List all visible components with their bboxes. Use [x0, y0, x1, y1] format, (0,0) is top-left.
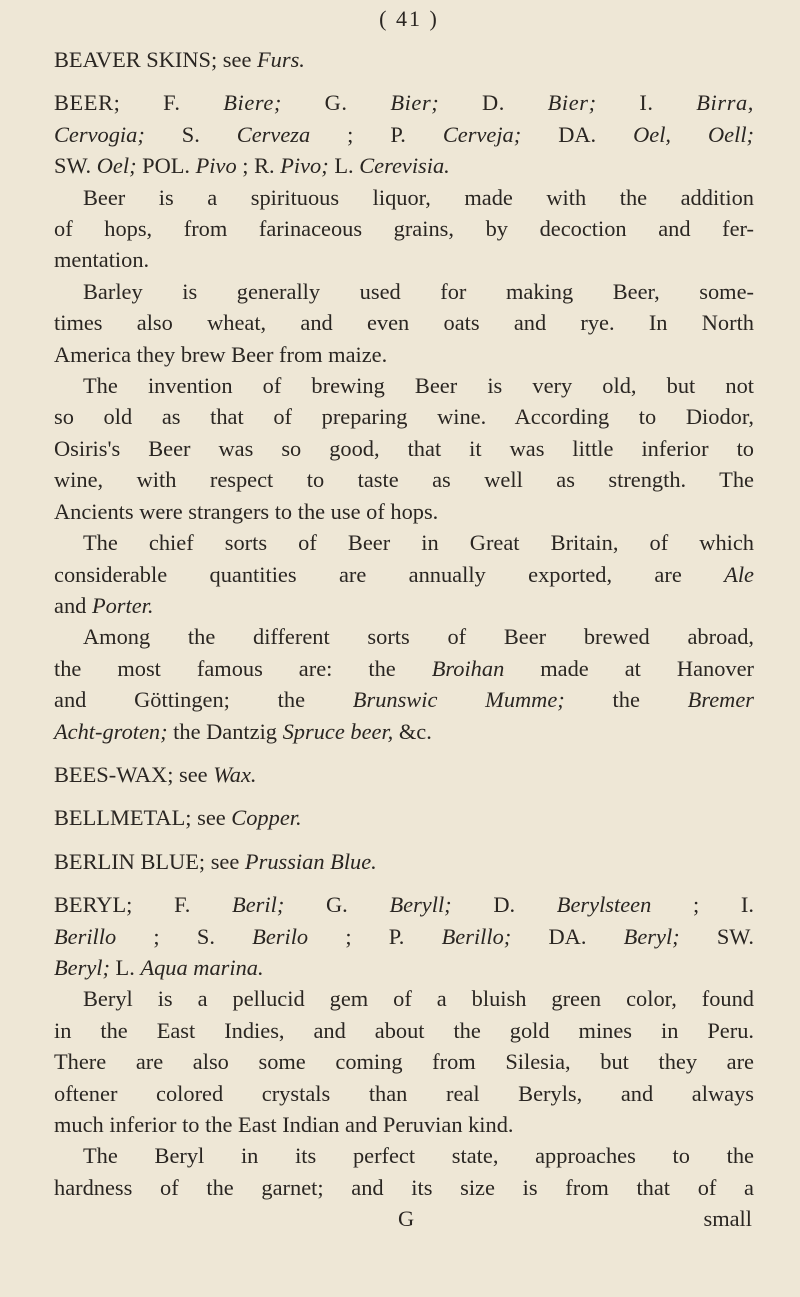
text-run: the: [564, 687, 688, 713]
text-run: BERLIN BLUE; see: [54, 848, 245, 874]
beer-names-line: [54, 119, 754, 150]
text-line: so old as that of preparing wine. According to Diodor,: [54, 404, 754, 430]
text-run: ; P.: [310, 121, 443, 147]
text-run: ; P.: [308, 923, 442, 949]
text-run: the Dantzig: [167, 718, 283, 744]
catchword: small: [703, 1206, 752, 1232]
italic-run: Acht-groten;: [54, 718, 168, 744]
page-number: ( 41 ): [379, 6, 439, 31]
italic-run: Aqua marina.: [140, 954, 264, 980]
text-line: Beer is a spirituous liquor, made with the addition: [83, 184, 754, 210]
text-line: times also wheat, and even oats and rye. In North: [54, 310, 754, 336]
italic-run: Pivo: [195, 153, 237, 179]
italic-run: Cervogia;: [54, 121, 145, 147]
italic-run: Beryl;: [54, 954, 110, 980]
text-run: &c.: [393, 718, 432, 744]
text-line: [54, 684, 754, 715]
beer-names-line: [54, 150, 754, 181]
beer-names-line: [54, 87, 754, 118]
text-run: L.: [328, 153, 360, 179]
book-page: [54, 0, 764, 1297]
text-run: ; I.: [651, 892, 754, 918]
text-run: SW.: [54, 153, 97, 179]
italic-run: Beryll;: [389, 892, 452, 918]
entry-bees-wax: [54, 759, 754, 790]
paragraph-barley: [54, 276, 754, 370]
text-line: Ancients were strangers to the use of hops.: [54, 498, 439, 524]
italic-run: Ale: [724, 561, 754, 587]
text-line: America they brew Beer from maize.: [54, 341, 388, 367]
italic-run: Wax.: [213, 761, 257, 787]
text-line: [54, 559, 754, 590]
text-line: much inferior to the East Indian and Peruvian kind.: [54, 1112, 514, 1137]
text-run: S.: [144, 121, 237, 147]
text-run: The chief sorts of Beer in Great Britain, of which: [83, 530, 754, 556]
paragraph-invention: [54, 370, 754, 527]
italic-run: Cerveja;: [442, 121, 522, 147]
text-line: Osiris's Beer was so good, that it was little inferior to: [54, 435, 754, 461]
text-run: and Göttingen; the: [54, 687, 353, 713]
text-run: D.: [439, 90, 548, 116]
text-line: hardness of the garnet; and its size is from that of a: [54, 1174, 754, 1200]
text-line: [54, 716, 754, 747]
beryl-names-line: [54, 921, 754, 952]
text-run: ; S.: [116, 923, 253, 949]
entry-bellmetal: [54, 802, 754, 833]
text-line: [54, 653, 754, 684]
italic-run: Cerveza: [236, 121, 311, 147]
text-run: POL.: [136, 153, 196, 179]
text-line: mentation.: [54, 247, 150, 273]
text-run: BELLMETAL; see: [54, 805, 232, 831]
text-run: BEES-WAX; see: [54, 761, 214, 787]
text-line: [54, 590, 754, 621]
page-body: [54, 44, 754, 1235]
text-run: G.: [284, 892, 390, 918]
italic-run: Biere;: [223, 90, 282, 116]
italic-run: Prussian Blue.: [244, 848, 377, 874]
page-footer: [54, 1203, 754, 1234]
paragraph-beryl-description: [54, 983, 754, 1140]
italic-run: Porter.: [91, 592, 154, 618]
text-run: ; R.: [236, 153, 281, 179]
text-line: wine, with respect to taste as well as strength. The: [54, 467, 754, 493]
text-line: Barley is generally used for making Beer, some-: [83, 278, 754, 304]
text-run: D.: [451, 892, 557, 918]
text-line: There are also some coming from Silesia, but they are: [54, 1049, 754, 1075]
text-run: L.: [109, 954, 141, 980]
text-run: SW.: [679, 923, 754, 949]
text-run: and: [54, 592, 92, 618]
text-line: The Beryl in its perfect state, approaches to the: [83, 1143, 754, 1169]
text-line: of hops, from farinaceous grains, by decoction and fer-: [54, 216, 754, 242]
text-line: oftener colored crystals than real Beryls, and always: [54, 1080, 754, 1106]
text-run: DA.: [511, 923, 624, 949]
text-line: Beryl is a pellucid gem of a bluish green color, found: [83, 986, 754, 1012]
italic-run: Bremer: [687, 687, 754, 713]
italic-run: Spruce beer,: [282, 718, 394, 744]
italic-run: Berylsteen: [556, 892, 652, 918]
italic-run: Copper.: [231, 805, 302, 831]
text-run: I.: [596, 90, 697, 116]
italic-run: Berilo: [252, 923, 309, 949]
text-run: the most famous are: the: [54, 655, 432, 681]
italic-run: Beril;: [232, 892, 285, 918]
text-line: [54, 621, 754, 652]
italic-run: Pivo;: [280, 153, 329, 179]
italic-run: Berillo: [54, 923, 117, 949]
paragraph-beer-abroad: [54, 621, 754, 747]
beryl-names-line: [54, 952, 754, 983]
italic-run: Bier;: [547, 90, 597, 116]
text-line: The invention of brewing Beer is very old, but not: [83, 373, 754, 399]
text-run: G.: [281, 90, 391, 116]
beryl-names-line: [54, 889, 754, 920]
italic-run: Birra,: [696, 90, 754, 116]
text-run: DA.: [521, 121, 634, 147]
text-run: BEER; F.: [54, 90, 224, 116]
text-line: in the East Indies, and about the gold mines in Peru.: [54, 1017, 754, 1043]
text-run: BERYL; F.: [54, 892, 233, 918]
text-run: Among the different sorts of Beer brewed abroad,: [83, 624, 754, 650]
italic-run: Brunswic Mumme;: [352, 687, 565, 713]
paragraph-beer-definition: [54, 182, 754, 276]
italic-run: Bier;: [390, 90, 440, 116]
text-run: BEAVER SKINS; see: [54, 47, 257, 72]
entry-beryl-headword: [54, 889, 754, 983]
italic-run: Beryl;: [623, 923, 680, 949]
italic-run: Oel, Oell;: [633, 121, 754, 147]
text-run: made at Hanover: [504, 655, 754, 681]
italic-run: Oel;: [96, 153, 137, 179]
entry-beer-headword: [54, 87, 754, 181]
italic-run: Furs.: [256, 47, 305, 72]
entry-berlin-blue: [54, 846, 754, 877]
paragraph-chief-sorts: [54, 527, 754, 621]
italic-run: Cerevisia.: [359, 153, 450, 179]
text-line: [54, 527, 754, 558]
italic-run: Berillo;: [441, 923, 512, 949]
entry-beaver-skins: [54, 44, 754, 75]
paragraph-beryl-hardness: [54, 1140, 754, 1203]
text-run: considerable quantities are annually exported, are: [54, 561, 725, 587]
italic-run: Broihan: [431, 655, 505, 681]
signature-mark: G: [398, 1206, 415, 1232]
